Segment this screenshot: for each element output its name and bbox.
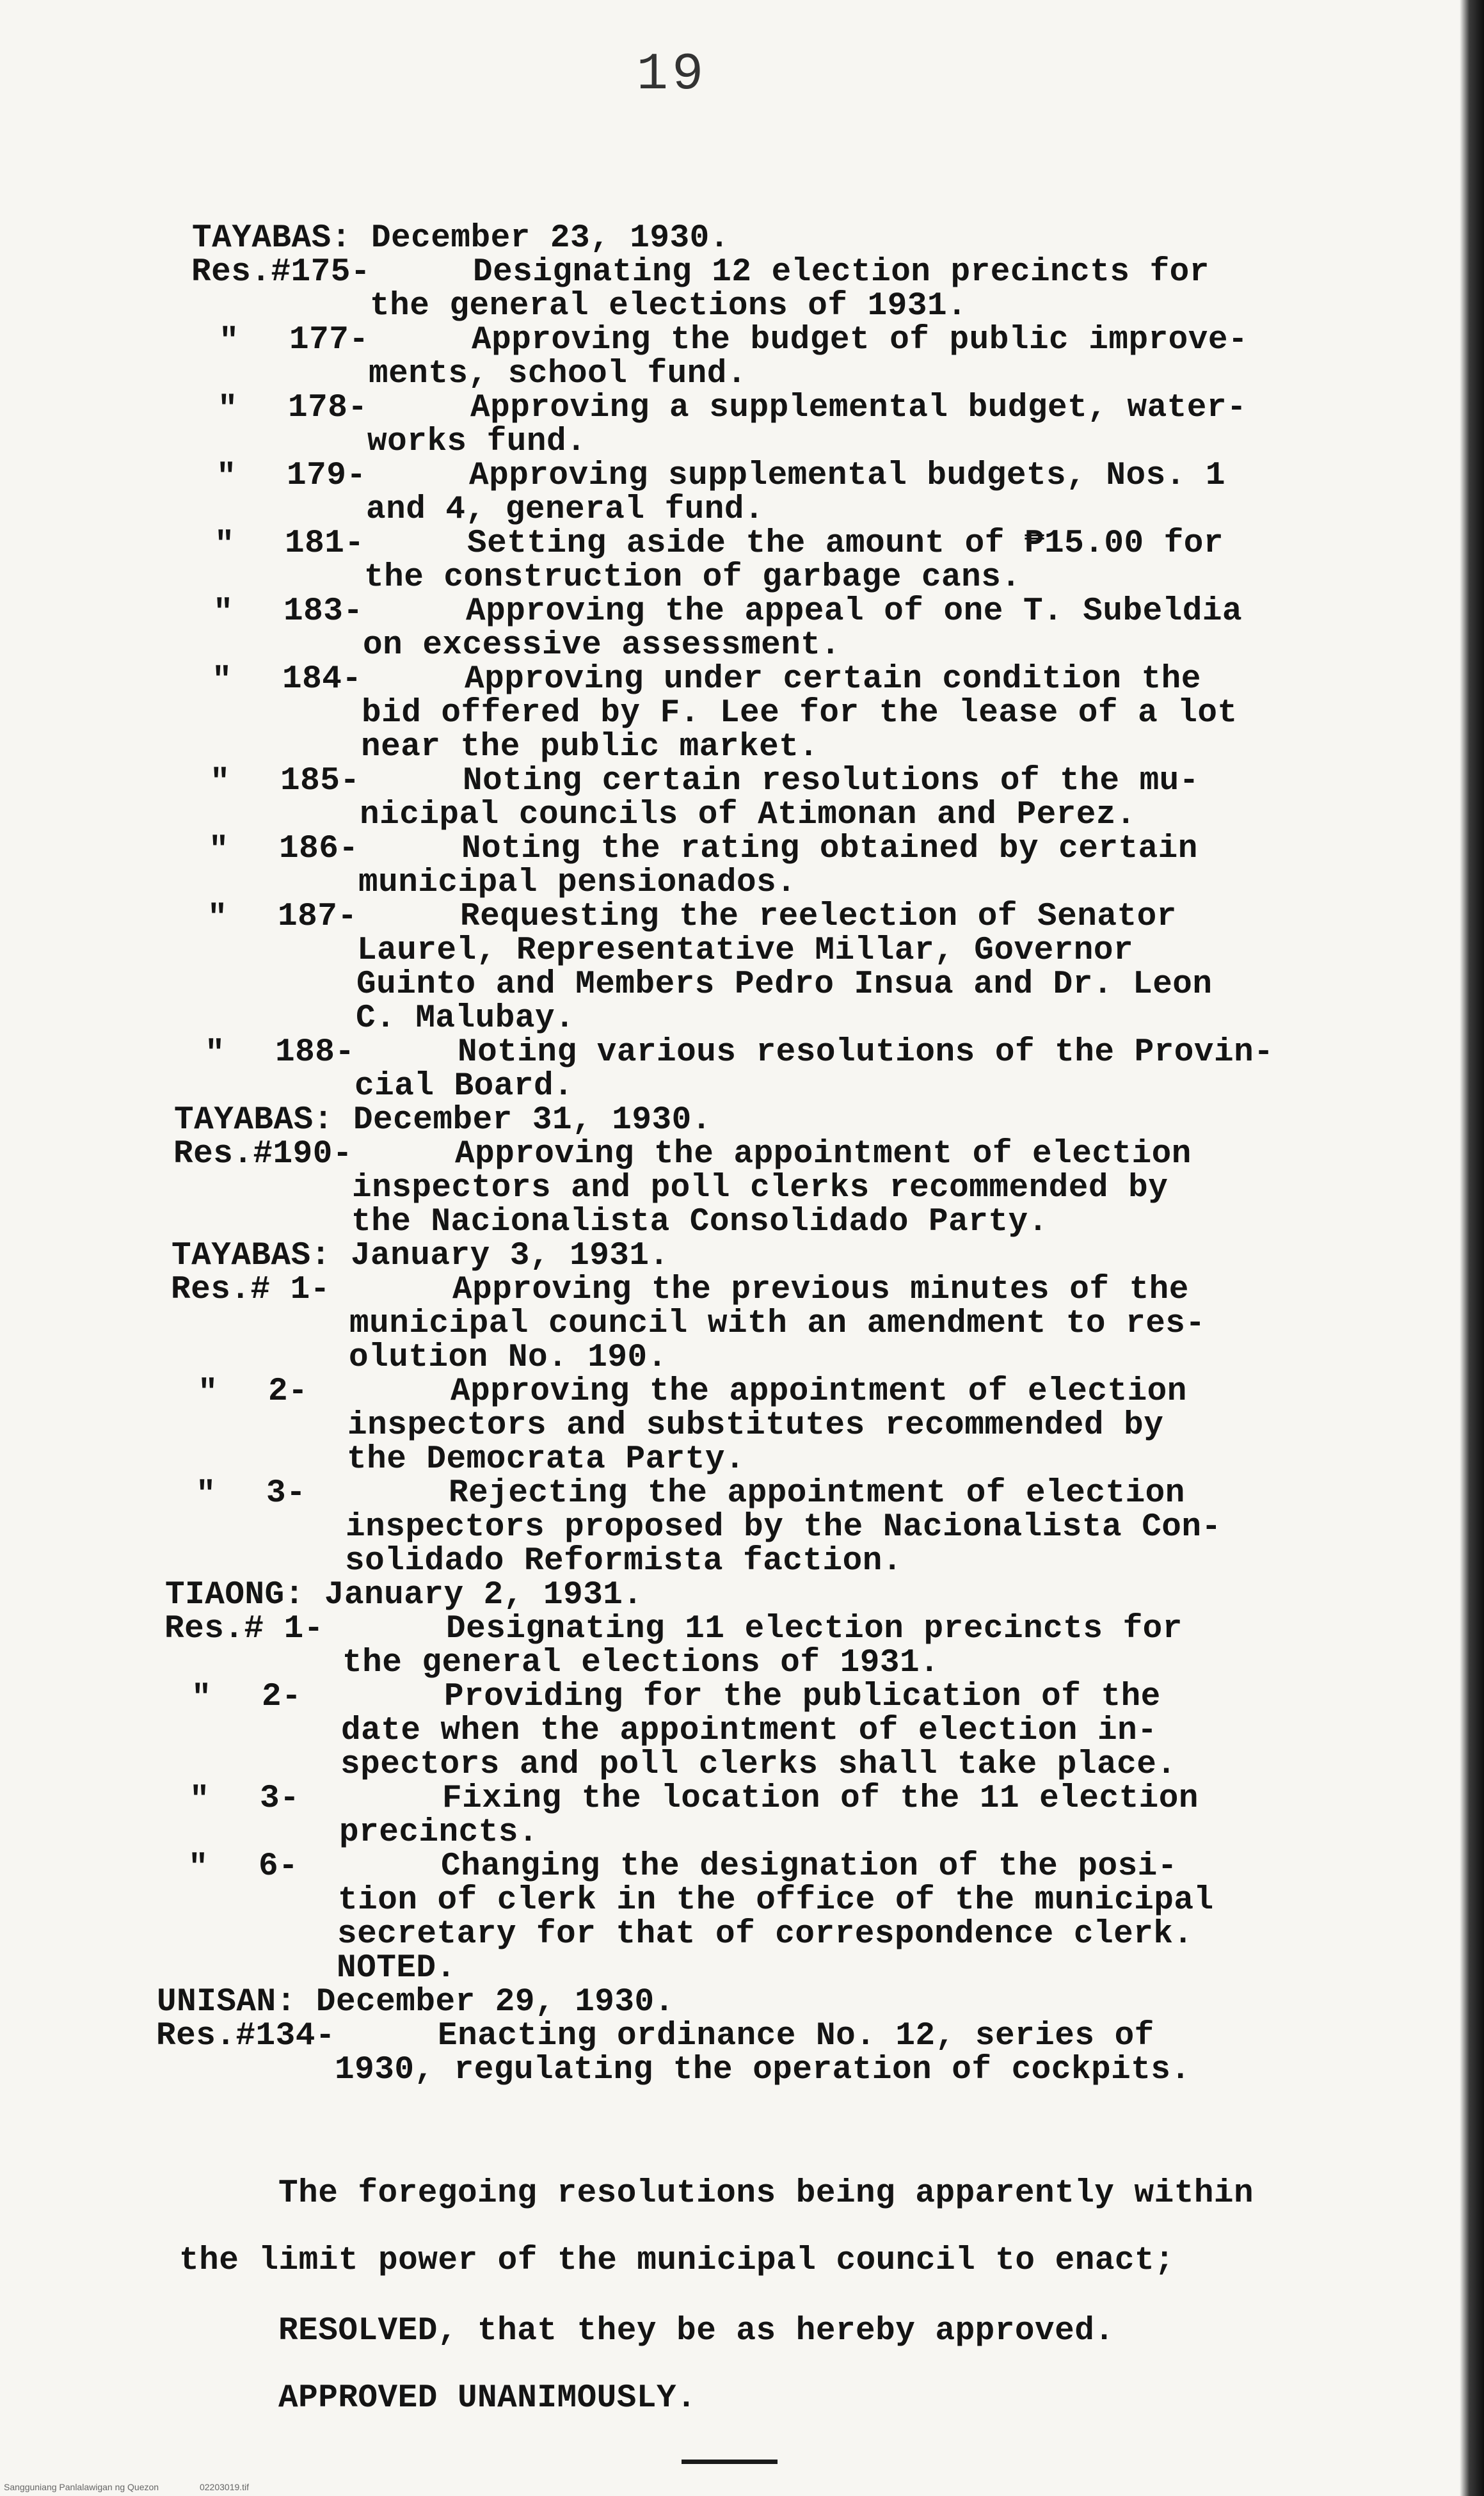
- ditto-mark: ": [205, 1035, 225, 1073]
- resolution-description: Rejecting the appointment of election: [449, 1475, 1185, 1512]
- resolution-description-cont: spectors and poll clerks shall take place.: [340, 1747, 1177, 1783]
- resolution-description-cont: C. Malubay.: [356, 1000, 575, 1037]
- ditto-mark: ": [196, 1476, 216, 1514]
- footer-source: Sangguniang Panlalawigan ng Quezon: [4, 2482, 159, 2492]
- ditto-mark: ": [198, 1374, 218, 1412]
- resolution-description: Noting various resolutions of the Provin-: [458, 1034, 1274, 1071]
- closing-paragraph-line-1: The foregoing resolutions being apparently within: [278, 2175, 1254, 2212]
- resolution-number: 187-: [278, 899, 358, 935]
- resolution-description-cont: nicipal councils of Atimonan and Perez.: [360, 797, 1137, 833]
- resolution-description-cont: solidado Reformista faction.: [345, 1543, 902, 1580]
- resolution-number: 185-: [280, 763, 360, 799]
- resolution-description: Approving the previous minutes of the: [452, 1272, 1189, 1308]
- resolution-description: Fixing the location of the 11 election: [442, 1780, 1199, 1817]
- resolution-description-cont: the Democrata Party.: [347, 1441, 746, 1478]
- resolution-description: Noting the rating obtained by certain: [461, 831, 1198, 867]
- resolution-description-cont: date when the appointment of election in-: [341, 1713, 1158, 1749]
- page-edge-shadow: [1460, 0, 1484, 2496]
- resolution-number: 186-: [279, 831, 359, 867]
- resolution-description: Approving under certain condition the: [465, 661, 1201, 698]
- resolution-description-cont: on excessive assessment.: [363, 627, 841, 664]
- resolution-description: Designating 11 election precincts for: [446, 1611, 1183, 1647]
- ditto-mark: ": [207, 899, 228, 937]
- ditto-mark: ": [210, 764, 230, 801]
- ditto-mark: ": [188, 1849, 209, 1887]
- approved-statement: APPROVED UNANIMOUSLY.: [278, 2380, 697, 2417]
- resolution-number: 188-: [275, 1034, 355, 1071]
- resolution-description-cont: secretary for that of correspondence clerk.: [337, 1916, 1193, 1953]
- resolution-number: 179-: [287, 458, 367, 494]
- resolution-number: 184-: [282, 661, 362, 698]
- section-heading: TAYABAS: December 31, 1930.: [174, 1102, 712, 1139]
- resolution-description-cont: inspectors and poll clerks recommended by: [352, 1170, 1169, 1206]
- ditto-mark: ": [212, 662, 232, 700]
- resolution-description-cont: and 4, general fund.: [366, 492, 765, 528]
- ditto-mark: ": [218, 390, 238, 428]
- section-heading: TAYABAS: December 23, 1930.: [192, 220, 730, 257]
- resolution-description: Enacting ordinance No. 12, series of: [438, 2018, 1154, 2054]
- resolution-number: 3-: [260, 1780, 300, 1817]
- ditto-mark: ": [209, 831, 229, 869]
- resolution-number: Res.#134-: [156, 2018, 335, 2054]
- ditto-mark: ": [216, 458, 237, 496]
- section-heading: TIAONG: January 2, 1931.: [165, 1577, 643, 1613]
- ditto-mark: ": [219, 323, 239, 360]
- resolution-number: 2-: [262, 1679, 302, 1715]
- resolution-description-cont: bid offered by F. Lee for the lease of a lot: [362, 695, 1238, 732]
- resolution-description-cont: 1930, regulating the operation of cockpits.: [335, 2052, 1191, 2088]
- resolution-description-cont: Laurel, Representative Millar, Governor: [357, 932, 1134, 969]
- resolution-description-cont: the Nacionalista Consolidado Party.: [351, 1204, 1048, 1240]
- resolution-description-cont: olution No. 190.: [349, 1340, 667, 1376]
- resolution-description: Providing for the publication of the: [444, 1679, 1161, 1715]
- section-heading: UNISAN: December 29, 1930.: [157, 1984, 674, 2020]
- section-heading: TAYABAS: January 3, 1931.: [172, 1238, 669, 1274]
- page-number: 19: [636, 45, 708, 104]
- resolution-description-cont: near the public market.: [361, 729, 819, 765]
- resolution-description: Approving a supplemental budget, water-: [470, 390, 1247, 426]
- resolution-description: Approving supplemental budgets, Nos. 1: [469, 458, 1225, 494]
- resolution-number: Res.# 1-: [171, 1272, 330, 1308]
- resolution-description-cont: municipal pensionados.: [358, 865, 797, 901]
- resolution-description-cont: the general elections of 1931.: [342, 1645, 940, 1681]
- ditto-mark: ": [191, 1679, 212, 1717]
- closing-paragraph-line-2: the limit power of the municipal council to enact;: [179, 2243, 1175, 2279]
- resolution-description: Changing the designation of the posi-: [441, 1848, 1177, 1885]
- resolution-description-cont: NOTED.: [337, 1950, 456, 1987]
- footer-note: [4, 2482, 249, 2492]
- resolution-description: Setting aside the amount of ₱15.00 for: [467, 525, 1224, 562]
- resolution-description-cont: tion of clerk in the office of the municipal: [338, 1882, 1214, 1919]
- resolution-description-cont: municipal council with an amendment to res-: [349, 1306, 1206, 1342]
- resolution-description: Approving the appointment of election: [451, 1373, 1187, 1410]
- resolution-number: 6-: [259, 1848, 299, 1885]
- resolution-number: 183-: [283, 593, 363, 630]
- resolution-number: Res.#175-: [191, 254, 371, 291]
- resolution-description-cont: cial Board.: [355, 1068, 574, 1105]
- end-rule: [682, 2460, 778, 2464]
- resolution-description: Approving the appointment of election: [455, 1136, 1192, 1172]
- ditto-mark: ": [213, 594, 234, 632]
- ditto-mark: ": [214, 526, 235, 564]
- resolution-description: Approving the budget of public improve-: [472, 322, 1249, 358]
- ditto-mark: ": [189, 1781, 210, 1819]
- resolution-description-cont: the construction of garbage cans.: [364, 559, 1021, 596]
- resolution-number: 3-: [266, 1475, 307, 1512]
- resolution-description-cont: ments, school fund.: [369, 356, 747, 392]
- resolution-description-cont: the general elections of 1931.: [370, 288, 968, 324]
- resolution-description: Requesting the reelection of Senator: [460, 899, 1177, 935]
- resolution-description-cont: works fund.: [367, 424, 587, 460]
- resolution-description-cont: precincts.: [339, 1814, 539, 1851]
- resolution-description: Designating 12 election precincts for: [473, 254, 1209, 291]
- resolution-description: Noting certain resolutions of the mu-: [463, 763, 1199, 799]
- resolution-number: 177-: [289, 322, 369, 358]
- resolved-statement: RESOLVED, that they be as hereby approved.: [278, 2313, 1115, 2349]
- resolution-description-cont: inspectors proposed by the Nacionalista Con-: [346, 1509, 1222, 1546]
- resolution-description: Approving the appeal of one T. Subeldia: [466, 593, 1243, 630]
- resolution-description-cont: Guinto and Members Pedro Insua and Dr. Leon: [356, 966, 1213, 1003]
- resolution-number: 178-: [288, 390, 368, 426]
- footer-code: 02203019.tif: [199, 2482, 250, 2492]
- resolution-number: 2-: [268, 1373, 308, 1410]
- resolution-number: Res.#190-: [173, 1136, 353, 1172]
- resolution-number: 181-: [285, 525, 365, 562]
- resolution-description-cont: inspectors and substitutes recommended by: [347, 1407, 1164, 1444]
- resolution-number: Res.# 1-: [164, 1611, 324, 1647]
